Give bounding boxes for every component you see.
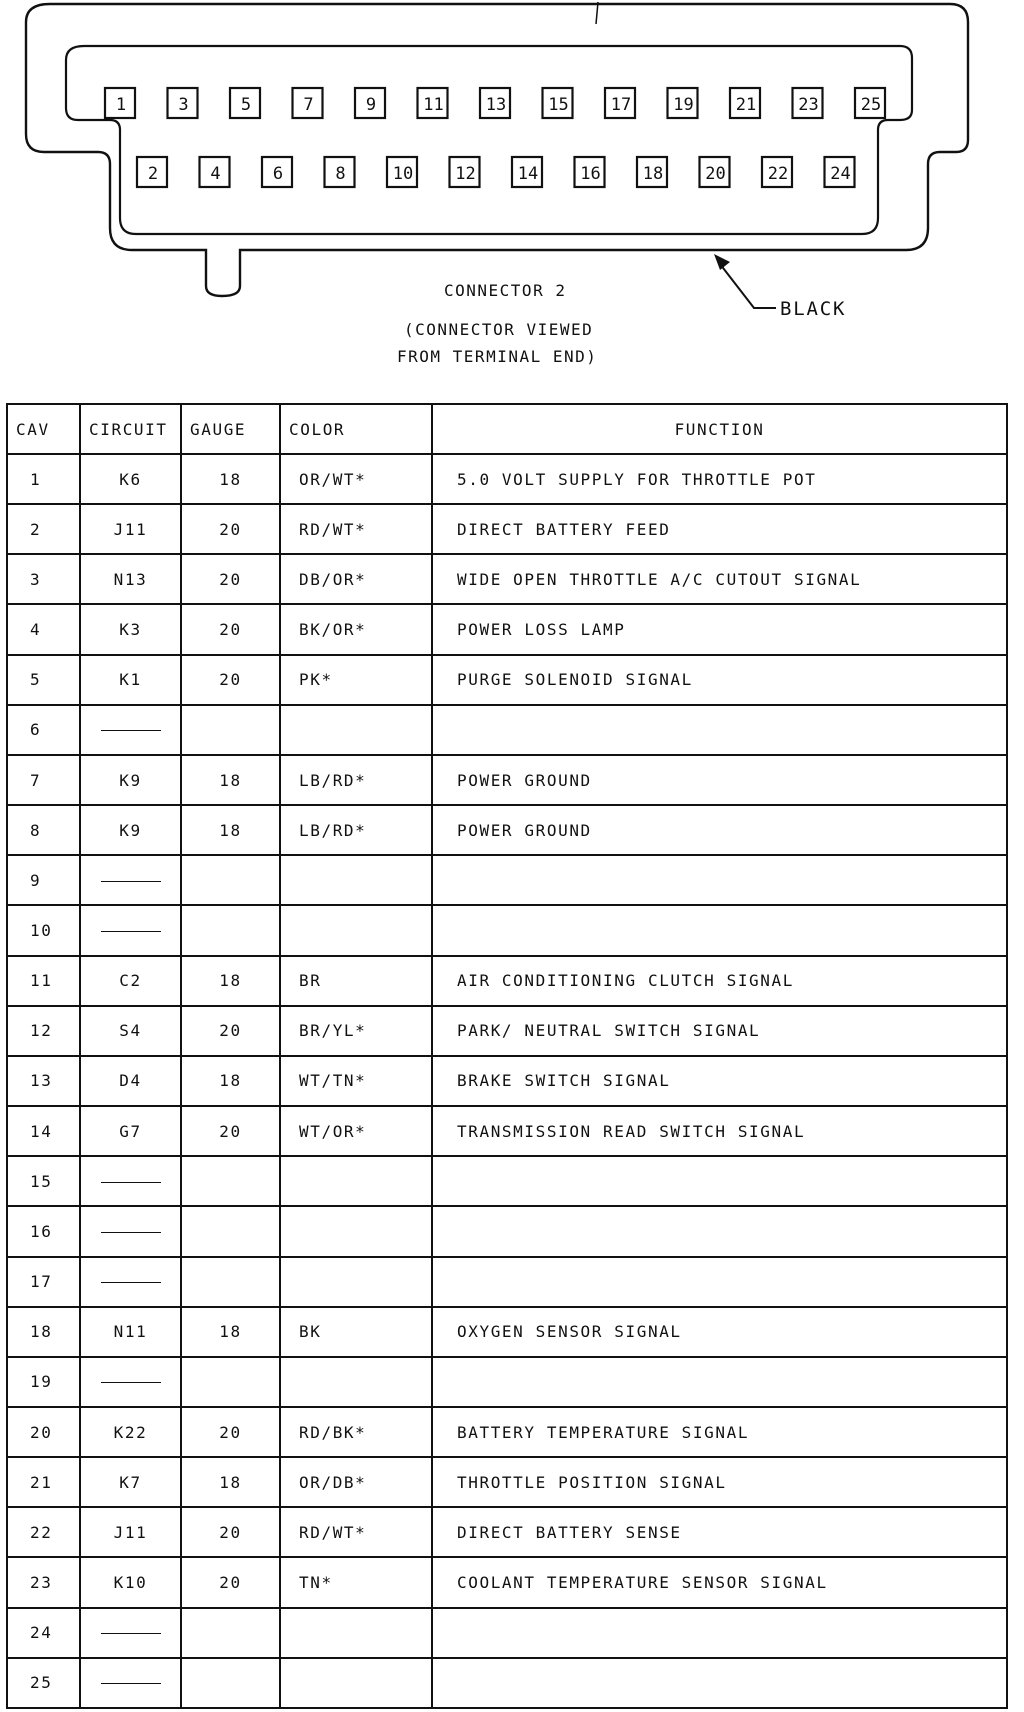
cell-function: 5.0 VOLT SUPPLY FOR THROTTLE POT xyxy=(432,454,1007,504)
cell-function: DIRECT BATTERY SENSE xyxy=(432,1507,1007,1557)
table-row xyxy=(7,504,1007,554)
cell-color xyxy=(280,1206,432,1256)
cell-color xyxy=(280,1608,432,1658)
cell-gauge: 20 xyxy=(181,1507,280,1557)
pin-13 xyxy=(480,88,510,118)
cell-gauge: 20 xyxy=(181,554,280,604)
connector-note-line1: (CONNECTOR VIEWED xyxy=(404,320,594,339)
cell-function: POWER GROUND xyxy=(432,805,1007,855)
table-row xyxy=(7,956,1007,1006)
table-row xyxy=(7,1257,1007,1307)
cell-color xyxy=(280,705,432,755)
cell-gauge xyxy=(181,1206,280,1256)
cell-circuit: D4 xyxy=(80,1056,181,1106)
cell-color xyxy=(280,1257,432,1307)
pin-number: 9 xyxy=(365,95,377,115)
cell-circuit xyxy=(80,1206,181,1256)
pin-3 xyxy=(168,88,198,118)
cell-cav: 5 xyxy=(7,655,80,705)
pin-number: 15 xyxy=(548,95,569,115)
pinout-table xyxy=(6,403,1008,1709)
cell-function: AIR CONDITIONING CLUTCH SIGNAL xyxy=(432,956,1007,1006)
table-row xyxy=(7,655,1007,705)
cell-function xyxy=(432,1608,1007,1658)
cell-function: TRANSMISSION READ SWITCH SIGNAL xyxy=(432,1106,1007,1156)
cell-cav: 1 xyxy=(7,454,80,504)
top-pin-row xyxy=(105,88,885,118)
cell-color: BR/YL* xyxy=(280,1006,432,1056)
cell-gauge: 20 xyxy=(181,604,280,654)
table-row xyxy=(7,454,1007,504)
pin-number: 6 xyxy=(272,164,284,184)
table-row xyxy=(7,554,1007,604)
cell-function: COOLANT TEMPERATURE SENSOR SIGNAL xyxy=(432,1557,1007,1607)
pin-number: 22 xyxy=(767,164,789,184)
cell-cav: 17 xyxy=(7,1257,80,1307)
cell-color: BR xyxy=(280,956,432,1006)
cell-circuit: K1 xyxy=(80,655,181,705)
cell-circuit: J11 xyxy=(80,1507,181,1557)
pin-14 xyxy=(512,157,542,187)
cell-gauge: 18 xyxy=(181,956,280,1006)
pin-24 xyxy=(825,157,855,187)
cell-gauge xyxy=(181,1658,280,1708)
cell-function: WIDE OPEN THROTTLE A/C CUTOUT SIGNAL xyxy=(432,554,1007,604)
connector-note-line2: FROM TERMINAL END) xyxy=(397,347,598,366)
pin-12 xyxy=(450,157,480,187)
connector-inner-outline xyxy=(66,46,912,234)
unused-cavity-dash xyxy=(101,1382,161,1383)
pin-number: 24 xyxy=(830,164,851,184)
cell-color xyxy=(280,1156,432,1206)
cell-circuit: N11 xyxy=(80,1307,181,1357)
cell-color: LB/RD* xyxy=(280,755,432,805)
cell-gauge: 20 xyxy=(181,1006,280,1056)
cell-circuit: N13 xyxy=(80,554,181,604)
cell-circuit: K22 xyxy=(80,1407,181,1457)
connector-outer-outline xyxy=(26,4,968,296)
pin-number: 20 xyxy=(705,164,726,184)
cell-color: BK xyxy=(280,1307,432,1357)
cell-color: OR/DB* xyxy=(280,1457,432,1507)
cell-gauge: 18 xyxy=(181,805,280,855)
table-row xyxy=(7,1307,1007,1357)
pin-21 xyxy=(730,88,760,118)
cell-gauge: 18 xyxy=(181,755,280,805)
unused-cavity-dash xyxy=(101,881,161,882)
connector-diagram xyxy=(0,0,1024,400)
pin-9 xyxy=(355,88,385,118)
pin-number: 13 xyxy=(485,95,507,115)
table-row xyxy=(7,1658,1007,1708)
table-row xyxy=(7,1106,1007,1156)
cell-circuit xyxy=(80,1357,181,1407)
pin-number: 21 xyxy=(735,95,757,115)
cell-cav: 24 xyxy=(7,1608,80,1658)
header-color: COLOR xyxy=(280,404,432,454)
cell-color: DB/OR* xyxy=(280,554,432,604)
cell-cav: 22 xyxy=(7,1507,80,1557)
cell-cav: 23 xyxy=(7,1557,80,1607)
cell-circuit: K3 xyxy=(80,604,181,654)
cell-gauge xyxy=(181,905,280,955)
cell-circuit xyxy=(80,1156,181,1206)
header-function: FUNCTION xyxy=(432,404,1007,454)
cell-function: THROTTLE POSITION SIGNAL xyxy=(432,1457,1007,1507)
cell-color: PK* xyxy=(280,655,432,705)
unused-cavity-dash xyxy=(101,1232,161,1233)
pin-number: 8 xyxy=(335,164,346,184)
cell-circuit xyxy=(80,905,181,955)
cell-function: BRAKE SWITCH SIGNAL xyxy=(432,1056,1007,1106)
table-body xyxy=(7,454,1007,1708)
cell-gauge xyxy=(181,1257,280,1307)
table-row xyxy=(7,755,1007,805)
cell-cav: 3 xyxy=(7,554,80,604)
cell-gauge xyxy=(181,1608,280,1658)
header-gauge: GAUGE xyxy=(181,404,280,454)
table-row xyxy=(7,1006,1007,1056)
pin-number: 10 xyxy=(392,164,414,184)
cell-gauge xyxy=(181,1156,280,1206)
table-row xyxy=(7,1357,1007,1407)
cell-circuit: S4 xyxy=(80,1006,181,1056)
cell-cav: 18 xyxy=(7,1307,80,1357)
header-circuit: CIRCUIT xyxy=(80,404,181,454)
cell-gauge: 20 xyxy=(181,1407,280,1457)
pin-number: 16 xyxy=(580,164,601,184)
pin-number: 19 xyxy=(673,95,694,115)
cell-circuit: K9 xyxy=(80,805,181,855)
pin-number: 11 xyxy=(423,95,444,115)
cell-circuit xyxy=(80,1608,181,1658)
pin-1 xyxy=(105,88,135,118)
cell-gauge xyxy=(181,855,280,905)
unused-cavity-dash xyxy=(101,1683,161,1684)
unused-cavity-dash xyxy=(101,1182,161,1183)
cell-function: BATTERY TEMPERATURE SIGNAL xyxy=(432,1407,1007,1457)
pin-8 xyxy=(325,157,355,187)
cell-color xyxy=(280,1658,432,1708)
cell-cav: 8 xyxy=(7,805,80,855)
cell-circuit: K9 xyxy=(80,755,181,805)
connector-color-callout: BLACK xyxy=(780,298,847,320)
pin-number: 4 xyxy=(210,164,221,184)
pin-number: 12 xyxy=(455,164,476,184)
table-row xyxy=(7,1457,1007,1507)
pin-4 xyxy=(200,157,230,187)
cell-circuit: G7 xyxy=(80,1106,181,1156)
cell-function: OXYGEN SENSOR SIGNAL xyxy=(432,1307,1007,1357)
pin-number: 25 xyxy=(860,95,882,115)
pin-number: 2 xyxy=(147,164,159,184)
cell-cav: 14 xyxy=(7,1106,80,1156)
black-arrowhead xyxy=(714,254,730,270)
pin-18 xyxy=(637,157,667,187)
cell-cav: 6 xyxy=(7,705,80,755)
pin-10 xyxy=(387,157,417,187)
pin-number: 3 xyxy=(178,95,189,115)
cell-cav: 25 xyxy=(7,1658,80,1708)
unused-cavity-dash xyxy=(101,730,161,731)
pin-25 xyxy=(855,88,885,118)
cell-gauge: 18 xyxy=(181,1056,280,1106)
table-row xyxy=(7,1507,1007,1557)
cell-gauge: 18 xyxy=(181,1457,280,1507)
pin-16 xyxy=(575,157,605,187)
cell-circuit: J11 xyxy=(80,504,181,554)
cell-cav: 11 xyxy=(7,956,80,1006)
pin-number: 7 xyxy=(303,95,314,115)
cell-color: RD/WT* xyxy=(280,504,432,554)
cell-function: POWER GROUND xyxy=(432,755,1007,805)
cell-function xyxy=(432,705,1007,755)
table-row xyxy=(7,855,1007,905)
cell-color: OR/WT* xyxy=(280,454,432,504)
pin-17 xyxy=(605,88,635,118)
cell-circuit xyxy=(80,1658,181,1708)
pin-number: 14 xyxy=(517,164,539,184)
cell-cav: 21 xyxy=(7,1457,80,1507)
pin-5 xyxy=(230,88,260,118)
table-row xyxy=(7,905,1007,955)
cell-gauge xyxy=(181,705,280,755)
table-row xyxy=(7,1557,1007,1607)
pin-number: 1 xyxy=(115,95,127,115)
cell-color: RD/WT* xyxy=(280,1507,432,1557)
table-row xyxy=(7,805,1007,855)
pin-number: 5 xyxy=(240,95,252,115)
cell-color: RD/BK* xyxy=(280,1407,432,1457)
cell-color xyxy=(280,905,432,955)
cell-circuit: K6 xyxy=(80,454,181,504)
cell-cav: 12 xyxy=(7,1006,80,1056)
pin-6 xyxy=(262,157,292,187)
pin-15 xyxy=(543,88,573,118)
pin-23 xyxy=(793,88,823,118)
pin-number: 18 xyxy=(642,164,664,184)
table-row xyxy=(7,1608,1007,1658)
cell-function: DIRECT BATTERY FEED xyxy=(432,504,1007,554)
unused-cavity-dash xyxy=(101,1633,161,1634)
pin-number: 23 xyxy=(798,95,819,115)
cell-function xyxy=(432,1357,1007,1407)
pin-19 xyxy=(668,88,698,118)
table-row xyxy=(7,1056,1007,1106)
cell-cav: 10 xyxy=(7,905,80,955)
cell-function xyxy=(432,1658,1007,1708)
cell-circuit xyxy=(80,705,181,755)
cell-circuit: K7 xyxy=(80,1457,181,1507)
cell-gauge: 18 xyxy=(181,1307,280,1357)
cell-gauge: 20 xyxy=(181,1106,280,1156)
cell-cav: 4 xyxy=(7,604,80,654)
unused-cavity-dash xyxy=(101,1282,161,1283)
pin-number: 17 xyxy=(610,95,632,115)
scan-mark xyxy=(596,2,598,24)
cell-cav: 9 xyxy=(7,855,80,905)
black-leader-line xyxy=(720,264,776,308)
cell-gauge xyxy=(181,1357,280,1407)
header-cav: CAV xyxy=(7,404,80,454)
cell-circuit xyxy=(80,1257,181,1307)
cell-function xyxy=(432,1257,1007,1307)
unused-cavity-dash xyxy=(101,931,161,932)
cell-function: PURGE SOLENOID SIGNAL xyxy=(432,655,1007,705)
cell-color xyxy=(280,1357,432,1407)
cell-cav: 19 xyxy=(7,1357,80,1407)
cell-cav: 7 xyxy=(7,755,80,805)
cell-color: TN* xyxy=(280,1557,432,1607)
pin-20 xyxy=(700,157,730,187)
pin-2 xyxy=(137,157,167,187)
pin-7 xyxy=(293,88,323,118)
table-row xyxy=(7,1156,1007,1206)
cell-color xyxy=(280,855,432,905)
cell-function: POWER LOSS LAMP xyxy=(432,604,1007,654)
cell-circuit xyxy=(80,855,181,905)
cell-cav: 15 xyxy=(7,1156,80,1206)
pin-11 xyxy=(418,88,448,118)
cell-circuit: K10 xyxy=(80,1557,181,1607)
table-row xyxy=(7,705,1007,755)
pin-22 xyxy=(762,157,792,187)
cell-cav: 20 xyxy=(7,1407,80,1457)
table-row xyxy=(7,604,1007,654)
cell-color: BK/OR* xyxy=(280,604,432,654)
table-header-row xyxy=(7,404,1007,454)
cell-gauge: 20 xyxy=(181,655,280,705)
cell-circuit: C2 xyxy=(80,956,181,1006)
table-row xyxy=(7,1407,1007,1457)
cell-gauge: 20 xyxy=(181,1557,280,1607)
cell-function: PARK/ NEUTRAL SWITCH SIGNAL xyxy=(432,1006,1007,1056)
cell-color: LB/RD* xyxy=(280,805,432,855)
table-row xyxy=(7,1206,1007,1256)
connector-title: CONNECTOR 2 xyxy=(444,281,567,300)
cell-color: WT/OR* xyxy=(280,1106,432,1156)
cell-function xyxy=(432,1156,1007,1206)
bottom-pin-row xyxy=(137,157,855,187)
cell-function xyxy=(432,1206,1007,1256)
cell-gauge: 20 xyxy=(181,504,280,554)
cell-function xyxy=(432,905,1007,955)
cell-color: WT/TN* xyxy=(280,1056,432,1106)
cell-function xyxy=(432,855,1007,905)
cell-cav: 2 xyxy=(7,504,80,554)
cell-cav: 16 xyxy=(7,1206,80,1256)
cell-gauge: 18 xyxy=(181,454,280,504)
cell-cav: 13 xyxy=(7,1056,80,1106)
